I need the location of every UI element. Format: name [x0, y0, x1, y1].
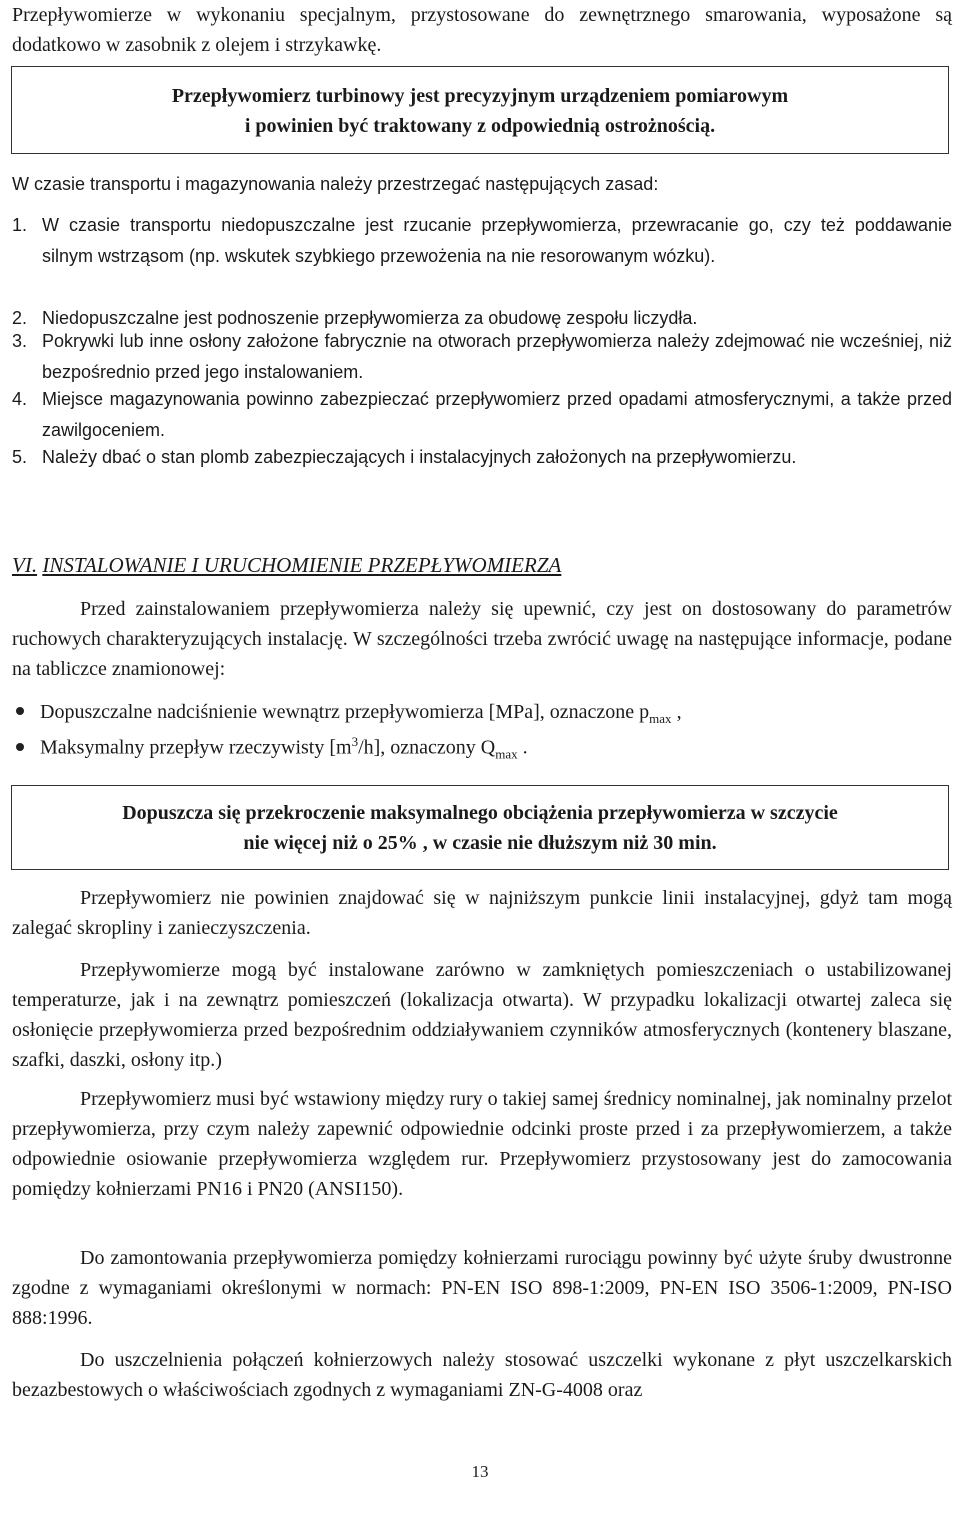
bullet-text: Maksymalny przepływ rzeczywisty [m	[40, 736, 352, 759]
bullet-text: Dopuszczalne nadciśnienie wewnątrz przepływomierza [MPa], oznaczone p	[40, 701, 650, 723]
rule-number: 3.	[12, 331, 28, 351]
section-intro: Przed zainstalowaniem przepływomierza należy się upewnić, czy jest on dostosowany do parametrów ruchowych charakteryzujących instalację. W szczególności trzeba zwrócić uwagę na następujące informacje, podane na tabliczce znamionowej:	[12, 598, 952, 680]
paragraph-4: Do zamontowania przepływomierza pomiędzy kołnierzami rurociągu powinny być użyte śruby dwustronne zgodne z wymaganiami określonymi w normach: PN-EN ISO 898-1:2009, PN-EN ISO 3506-1:2009, PN-ISO 888:1996.	[12, 1247, 952, 1329]
rule-text: W czasie transportu niedopuszczalne jest rzucanie przepływomierza, przewracanie go, czy też poddawanie silnym wstrząsom (np. wskutek szybkiego przewożenia na nie resorowanym wózku).	[42, 215, 952, 266]
warning-box	[11, 66, 949, 154]
rule-item-5	[12, 442, 952, 473]
bullet-end: .	[517, 736, 528, 759]
rule-number: 4.	[12, 389, 28, 409]
warning-line-2: i powinien być traktowany z odpowiednią ostrożnością.	[244, 115, 716, 137]
superscript: 3	[351, 734, 359, 749]
section-number: VI.	[12, 553, 38, 577]
warning-line-1: Przepływomierz turbinowy jest precyzyjnym urządzeniem pomiarowym	[171, 85, 789, 107]
paragraph-5: Do uszczelnienia połączeń kołnierzowych należy stosować uszczelki wykonane z płyt uszczelkarskich bezazbestowych o właściwościach zgodnych z wymaganiami ZN-G-4008 oraz	[12, 1349, 952, 1401]
paragraph-3: Przepływomierz musi być wstawiony między rury o takiej samej średnicy nominalnej, jak nominalny przelot przepływomierza, przy czym należy zapewnić odpowiednie odcinki proste przed i za przepływomierzem, a także odpowiednie osiowanie przepływomierza względem rur. Przepływomierz przystosowany jest do zamocowania pomiędzy kołnierzami PN16 i PN20 (ANSI150).	[12, 1088, 953, 1200]
page-number: 13	[471, 1462, 489, 1481]
subscript: max	[495, 746, 518, 762]
rule-number: 5.	[12, 447, 28, 467]
rule-text: Miejsce magazynowania powinno zabezpieczać przepływomierz przed opadami atmosferycznymi, a także przed zawilgoceniem.	[42, 389, 952, 440]
section-title: INSTALOWANIE I URUCHOMIENIE PRZEPŁYWOMIERZA	[42, 553, 562, 577]
section-heading	[12, 550, 561, 580]
paragraph-1: Przepływomierz nie powinien znajdować się w najniższym punkcie linii instalacyjnej, gdyż tam mogą zalegać skropliny i zanieczyszczenia.	[12, 887, 952, 939]
overload-box	[11, 785, 949, 870]
rule-number: 1.	[12, 215, 28, 235]
rule-text: Niedopuszczalne jest podnoszenie przepływomierza za obudowę zespołu liczydła.	[42, 308, 698, 328]
overload-line-1: Dopuszcza się przekroczenie maksymalnego obciążenia przepływomierza w szczycie	[122, 802, 838, 824]
bullet-end: ,	[671, 701, 682, 723]
rule-text: Należy dbać o stan plomb zabezpieczających i instalacyjnych założonych na przepływomierzu.	[42, 447, 797, 467]
rule-number: 2.	[12, 308, 28, 328]
subscript: max	[649, 711, 672, 726]
paragraph-2: Przepływomierze mogą być instalowane zarówno w zamkniętych pomieszczeniach o ustabilizowanej temperaturze, jak i na zewnątrz pomieszczeń (lokalizacja otwarta). W przypadku lokalizacji otwartej zaleca się osłonięcie przepływomierza przed bezpośrednim oddziaływaniem czynników atmosferycznych (kontenery blaszane, szafki, daszki, osłony itp.)	[12, 959, 952, 1071]
rules-lead: W czasie transportu i magazynowania należy przestrzegać następujących zasad:	[12, 174, 659, 194]
bullet-flow	[12, 727, 952, 770]
intro-paragraph: Przepływomierze w wykonaniu specjalnym, przystosowane do zewnętrznego smarowania, wyposażone są dodatkowo w zasobnik z olejem i strzykawkę.	[12, 4, 952, 56]
bullet-dot	[16, 743, 24, 751]
rule-item-3	[12, 326, 952, 388]
rule-text: Pokrywki lub inne osłony założone fabrycznie na otworach przepływomierza należy zdejmować nie wcześniej, niż bezpośrednio przed jego instalowaniem.	[42, 331, 952, 382]
rule-item-4	[12, 384, 952, 446]
overload-line-2: nie więcej niż o 25% , w czasie nie dłuższym niż 30 min.	[243, 832, 717, 854]
rule-item-1	[12, 210, 952, 272]
bullet-dot	[16, 707, 24, 715]
bullet-mid: /h], oznaczony Q	[358, 736, 496, 759]
